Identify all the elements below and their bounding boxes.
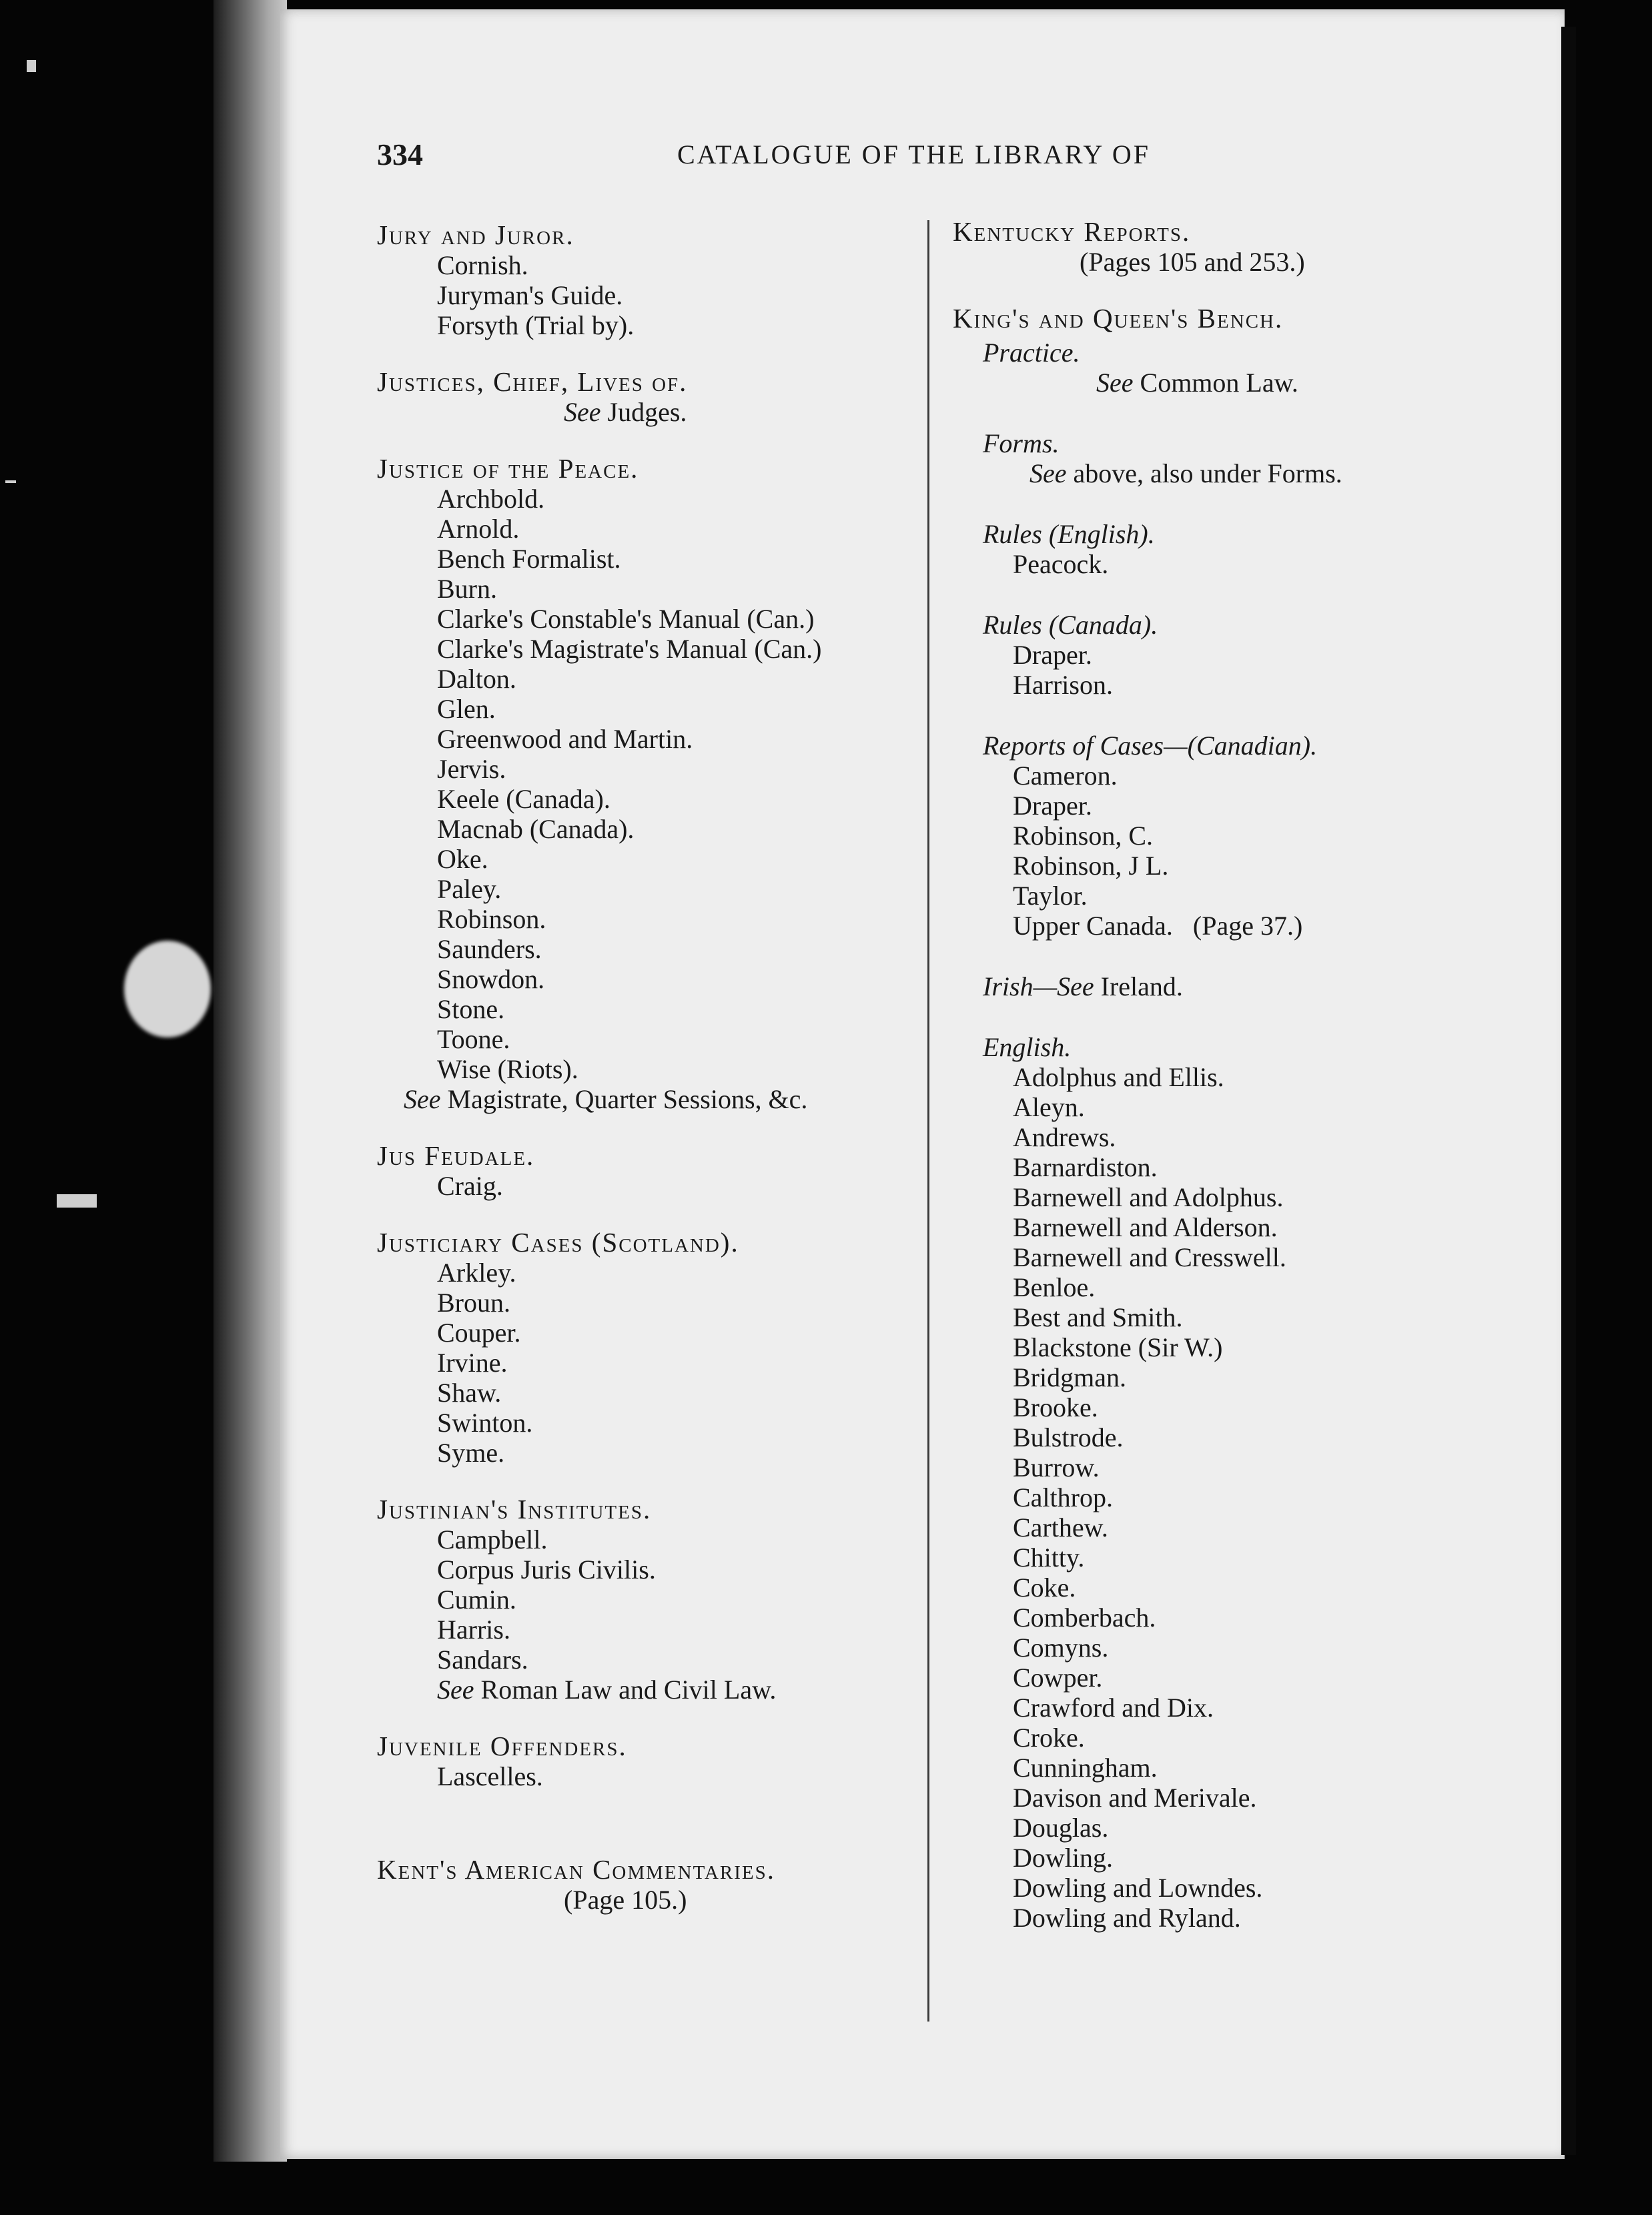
list-item: Burrow. xyxy=(1013,1452,1100,1482)
list-item: Broun. xyxy=(437,1288,510,1318)
list-item: Juryman's Guide. xyxy=(437,280,623,310)
list-item: Oke. xyxy=(437,844,488,874)
list-item: Shaw. xyxy=(437,1378,502,1408)
running-title: CATALOGUE OF THE LIBRARY OF xyxy=(677,139,1150,169)
list-item: Cowper. xyxy=(1013,1663,1103,1693)
list-item: Jervis. xyxy=(437,754,506,784)
list-item: Corpus Juris Civilis. xyxy=(437,1555,656,1585)
entry-kings-queens-bench xyxy=(953,304,1527,1933)
page-number: 334 xyxy=(377,137,423,171)
entry-kents-commentaries xyxy=(377,1855,924,1915)
list-item: Cumin. xyxy=(437,1585,516,1615)
list-item: Bench Formalist. xyxy=(437,544,621,574)
list-item: Lascelles. xyxy=(437,1761,543,1791)
english-reports-list xyxy=(953,1062,1527,1933)
list-item: Bridgman. xyxy=(1013,1362,1126,1392)
entry-kentucky-reports xyxy=(953,217,1527,277)
list-item: Arkley. xyxy=(437,1258,516,1288)
subheading-practice: Practice. xyxy=(983,338,1080,368)
list-item: Andrews. xyxy=(1013,1122,1116,1152)
list-item: Irvine. xyxy=(437,1348,508,1378)
list-item: Upper Canada. (Page 37.) xyxy=(1013,911,1303,941)
left-column xyxy=(377,220,924,1941)
list-item: Snowdon. xyxy=(437,964,545,994)
list-item: Toone. xyxy=(437,1024,510,1054)
subheading-rules-english: Rules (English). xyxy=(983,519,1155,549)
entry-heading: Kentucky Reports. xyxy=(953,216,1191,247)
list-item: Saunders. xyxy=(437,934,542,964)
list-item: Dowling. xyxy=(1013,1843,1113,1873)
list-item: Coke. xyxy=(1013,1573,1076,1603)
entry-heading: Jus Feudale. xyxy=(377,1140,535,1171)
list-item: Comyns. xyxy=(1013,1633,1109,1663)
subheading-forms: Forms. xyxy=(983,428,1060,458)
list-item: Barnewell and Cresswell. xyxy=(1013,1242,1286,1272)
list-item: Calthrop. xyxy=(1013,1482,1113,1512)
list-item: Macnab (Canada). xyxy=(437,814,635,844)
list-item: Cunningham. xyxy=(1013,1753,1158,1783)
subheading-english: English. xyxy=(983,1032,1072,1062)
list-item: Blackstone (Sir W.) xyxy=(1013,1332,1223,1362)
list-item: Barnardiston. xyxy=(1013,1152,1158,1182)
entry-jury-and-juror xyxy=(377,220,924,340)
list-item: Carthew. xyxy=(1013,1512,1108,1542)
list-item: Robinson, C. xyxy=(1013,821,1154,851)
list-item: Comberbach. xyxy=(1013,1603,1156,1633)
list-item: Draper. xyxy=(1013,640,1092,670)
list-item: Davison and Merivale. xyxy=(1013,1783,1257,1813)
list-item: Robinson. xyxy=(437,904,546,934)
entry-heading: Justinian's Institutes. xyxy=(377,1494,652,1524)
list-item: Wise (Riots). xyxy=(437,1054,578,1084)
list-item: Cameron. xyxy=(1013,761,1118,791)
list-item: Clarke's Constable's Manual (Can.) xyxy=(437,604,815,634)
list-item: Sandars. xyxy=(437,1645,528,1675)
list-item: Best and Smith. xyxy=(1013,1302,1183,1332)
entry-justiciary-cases xyxy=(377,1228,924,1468)
scan-speck xyxy=(57,1194,97,1208)
list-item: Forsyth (Trial by). xyxy=(437,310,635,340)
list-item: Chitty. xyxy=(1013,1542,1085,1573)
entry-heading: Justice of the Peace. xyxy=(377,453,639,484)
list-item: Campbell. xyxy=(437,1524,548,1555)
list-item: Aleyn. xyxy=(1013,1092,1085,1122)
entry-heading: Jury and Juror. xyxy=(377,219,574,250)
list-item: Douglas. xyxy=(1013,1813,1109,1843)
list-item: Syme. xyxy=(437,1438,505,1468)
list-item: Couper. xyxy=(437,1318,521,1348)
list-item: Keele (Canada). xyxy=(437,784,610,814)
list-item: Craig. xyxy=(437,1171,503,1201)
list-item: Draper. xyxy=(1013,791,1092,821)
entry-justices-chief xyxy=(377,367,924,427)
list-item: Robinson, J L. xyxy=(1013,851,1169,881)
list-item: Dowling and Ryland. xyxy=(1013,1903,1241,1933)
subheading-irish: Irish—See Ireland. xyxy=(983,971,1183,1001)
list-item: Paley. xyxy=(437,874,502,904)
list-item: Peacock. xyxy=(1013,549,1109,579)
entry-heading: King's and Queen's Bench. xyxy=(953,303,1284,334)
list-item: Taylor. xyxy=(1013,881,1088,911)
entry-juvenile-offenders xyxy=(377,1731,924,1791)
list-item: Clarke's Magistrate's Manual (Can.) xyxy=(437,634,822,664)
list-item: Greenwood and Martin. xyxy=(437,724,693,754)
entry-heading: Juvenile Offenders. xyxy=(377,1731,627,1761)
list-item: Croke. xyxy=(1013,1723,1085,1753)
page-reference: (Page 105.) xyxy=(564,1885,687,1915)
entry-jus-feudale xyxy=(377,1141,924,1201)
list-item: Stone. xyxy=(437,994,505,1024)
list-item: Crawford and Dix. xyxy=(1013,1693,1214,1723)
list-item: Dowling and Lowndes. xyxy=(1013,1873,1263,1903)
list-item: Bulstrode. xyxy=(1013,1422,1124,1452)
cross-reference: See above, also under Forms. xyxy=(1029,458,1342,488)
entry-justice-of-the-peace xyxy=(377,454,924,1114)
column-divider xyxy=(927,220,929,2022)
entry-justinians-institutes xyxy=(377,1494,924,1705)
list-item: Brooke. xyxy=(1013,1392,1098,1422)
entry-heading: Justiciary Cases (Scotland). xyxy=(377,1227,739,1258)
entry-heading: Kent's American Commentaries. xyxy=(377,1854,776,1885)
list-item: Dalton. xyxy=(437,664,516,694)
subheading-reports-canadian: Reports of Cases—(Canadian). xyxy=(983,731,1318,761)
entry-heading: Justices, Chief, Lives of. xyxy=(377,366,688,397)
binding-shadow xyxy=(1561,27,1576,2155)
right-column xyxy=(953,217,1527,1959)
list-item: Swinton. xyxy=(437,1408,533,1438)
list-item: Arnold. xyxy=(437,514,520,544)
list-item: Archbold. xyxy=(437,484,545,514)
list-item: Cornish. xyxy=(437,250,528,280)
list-item: Harris. xyxy=(437,1615,510,1645)
cross-reference: See Common Law. xyxy=(1096,368,1298,398)
page-stain xyxy=(124,941,211,1037)
scan-speck xyxy=(27,60,36,72)
list-item: Burn. xyxy=(437,574,497,604)
cross-reference: See Roman Law and Civil Law. xyxy=(437,1675,777,1705)
list-item: Glen. xyxy=(437,694,496,724)
list-item: Harrison. xyxy=(1013,670,1113,700)
subheading-rules-canada: Rules (Canada). xyxy=(983,610,1158,640)
list-item: Benloe. xyxy=(1013,1272,1096,1302)
list-item: Adolphus and Ellis. xyxy=(1013,1062,1224,1092)
list-item: Barnewell and Alderson. xyxy=(1013,1212,1278,1242)
scan-speck xyxy=(5,480,16,483)
cross-reference: See Judges. xyxy=(564,397,687,427)
page-reference: (Pages 105 and 253.) xyxy=(1080,247,1305,277)
list-item: Barnewell and Adolphus. xyxy=(1013,1182,1284,1212)
cross-reference: See Magistrate, Quarter Sessions, &c. xyxy=(404,1084,808,1114)
page-edge xyxy=(214,0,287,2162)
